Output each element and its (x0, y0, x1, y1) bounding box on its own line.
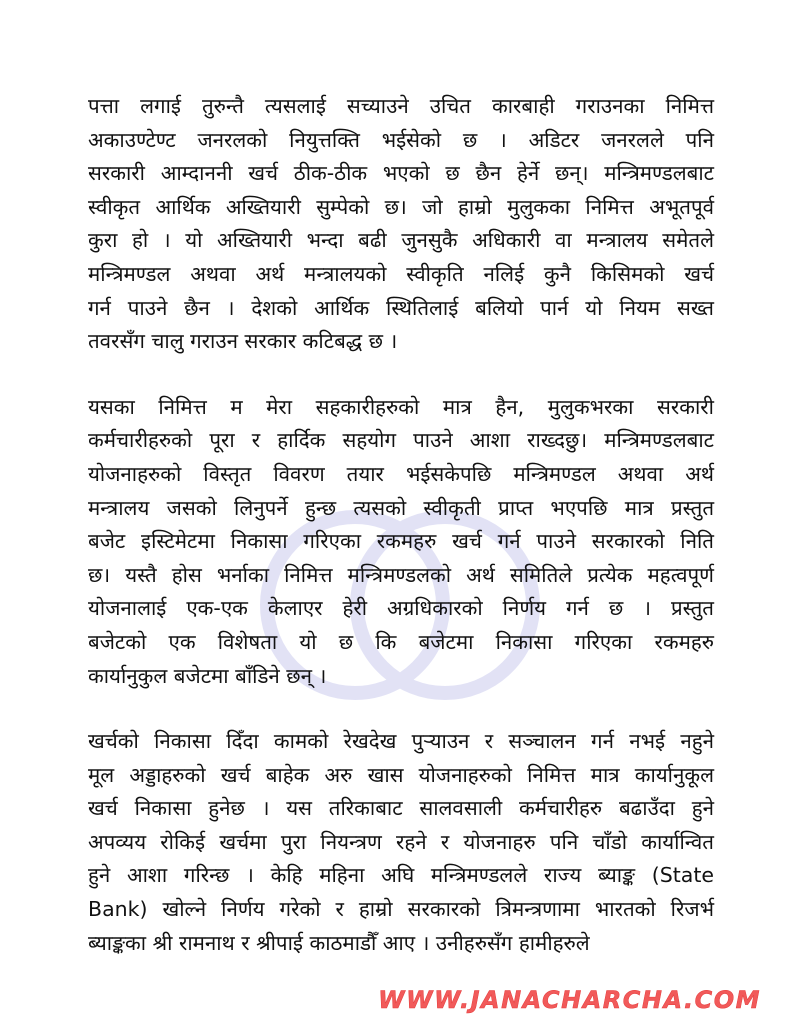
text-line: अपव्यय रोकिई खर्चमा पुरा नियन्त्रण रहने र योजनाहरु पनि चाँडो कार्यान्वित (88, 829, 714, 854)
document-body (88, 90, 714, 992)
text-line: योजनाहरुको विस्तृत विवरण तयार भईसकेपछि मन्त्रिमण्डल अथवा अर्थ (88, 461, 714, 486)
text-line: कुरा हो । यो अख्तियारी भन्दा बढी जुनसुकै अधिकारी वा मन्त्रालय समेतले (88, 228, 714, 253)
text-line: पत्ता लगाई तुरुन्तै त्यसलाई सच्याउने उचित कारबाही गराउनका निमित्त (88, 94, 714, 118)
text-line: यसका निमित्त म मेरा सहकारीहरुको मात्र हैन, मुलुकभरका सरकारी (88, 394, 714, 419)
text-line: बजेट इस्टिमेटमा निकासा गरिएका रकमहरु खर्च गर्न पाउने सरकारको निति (88, 529, 714, 554)
text-line: हुने आशा गरिन्छ । केहि महिना अघि मन्त्रिमण्डलले राज्य ब्याङ्क (State (88, 863, 714, 888)
text-line: तवरसँग चालु गराउन सरकार कटिबद्ध छ । (88, 329, 398, 354)
text-line: Bank) खोल्ने निर्णय गरेको र हाम्रो सरकारको त्रिमन्त्रणामा भारतको रिजर्भ (88, 897, 714, 922)
text-line: ब्याङ्कका श्री रामनाथ र श्रीपाई काठमाडौँ आए । उनीहरुसँग हामीहरुले (88, 930, 590, 955)
text-line: गर्न पाउने छैन । देशको आर्थिक स्थितिलाई बलियो पार्न यो नियम सख्त (88, 295, 714, 320)
text-line: सरकारी आम्दाननी खर्च ठीक-ठीक भएको छ छैन हेर्ने छन्। मन्त्रिमण्डलबाट (88, 161, 714, 186)
text-line: अकाउण्टेण्ट जनरलको नियुत्तक्ति भईसेको छ । अडिटर जनरलले पनि (88, 127, 714, 152)
text-line: बजेटको एक विशेषता यो छ कि बजेटमा निकासा गरिएका रकमहरु (88, 629, 714, 654)
text-line: कर्मचारीहरुको पूरा र हार्दिक सहयोग पाउने आशा राख्दछु। मन्त्रिमण्डलबाट (88, 428, 714, 453)
text-line: मूल अड्डाहरुको खर्च बाहेक अरु खास योजनाहरुको निमित्त मात्र कार्यानुकूल (88, 762, 714, 787)
paragraph-2 (88, 391, 714, 693)
paragraph-1 (88, 90, 714, 359)
site-url-link[interactable]: WWW.JANACHARCHA.COM (378, 986, 761, 1014)
paragraph-3 (88, 725, 714, 960)
text-line: छ। यस्तै होस भर्नाका निमित्त मन्त्रिमण्डलको अर्थ समितिले प्रत्येक महत्वपूर्ण (88, 562, 714, 587)
text-line: स्वीकृत आर्थिक अख्तियारी सुम्पेको छ। जो हाम्रो मुलुकका निमित्त अभूतपूर्व (88, 194, 714, 219)
text-line: मन्त्रिमण्डल अथवा अर्थ मन्त्रालयको स्वीकृति नलिई कुनै किसिमको खर्च (88, 261, 714, 286)
text-line: कार्यानुकुल बजेटमा बाँडिने छन् । (88, 663, 327, 688)
text-line: मन्त्रालय जसको लिनुपर्ने हुन्छ त्यसको स्वीकृती प्राप्त भएपछि मात्र प्रस्तुत (88, 495, 714, 520)
text-line: खर्च निकासा हुनेछ । यस तरिकाबाट सालवसाली कर्मचारीहरु बढाउँदा हुने (88, 796, 714, 821)
text-line: योजनालाई एक-एक केलाएर हेरी अग्रधिकारको निर्णय गर्न छ । प्रस्तुत (88, 596, 714, 621)
text-line: खर्चको निकासा दिँदा कामको रेखदेख पुऱ्याउन र सञ्चालन गर्न नभई नहुने (88, 729, 714, 754)
